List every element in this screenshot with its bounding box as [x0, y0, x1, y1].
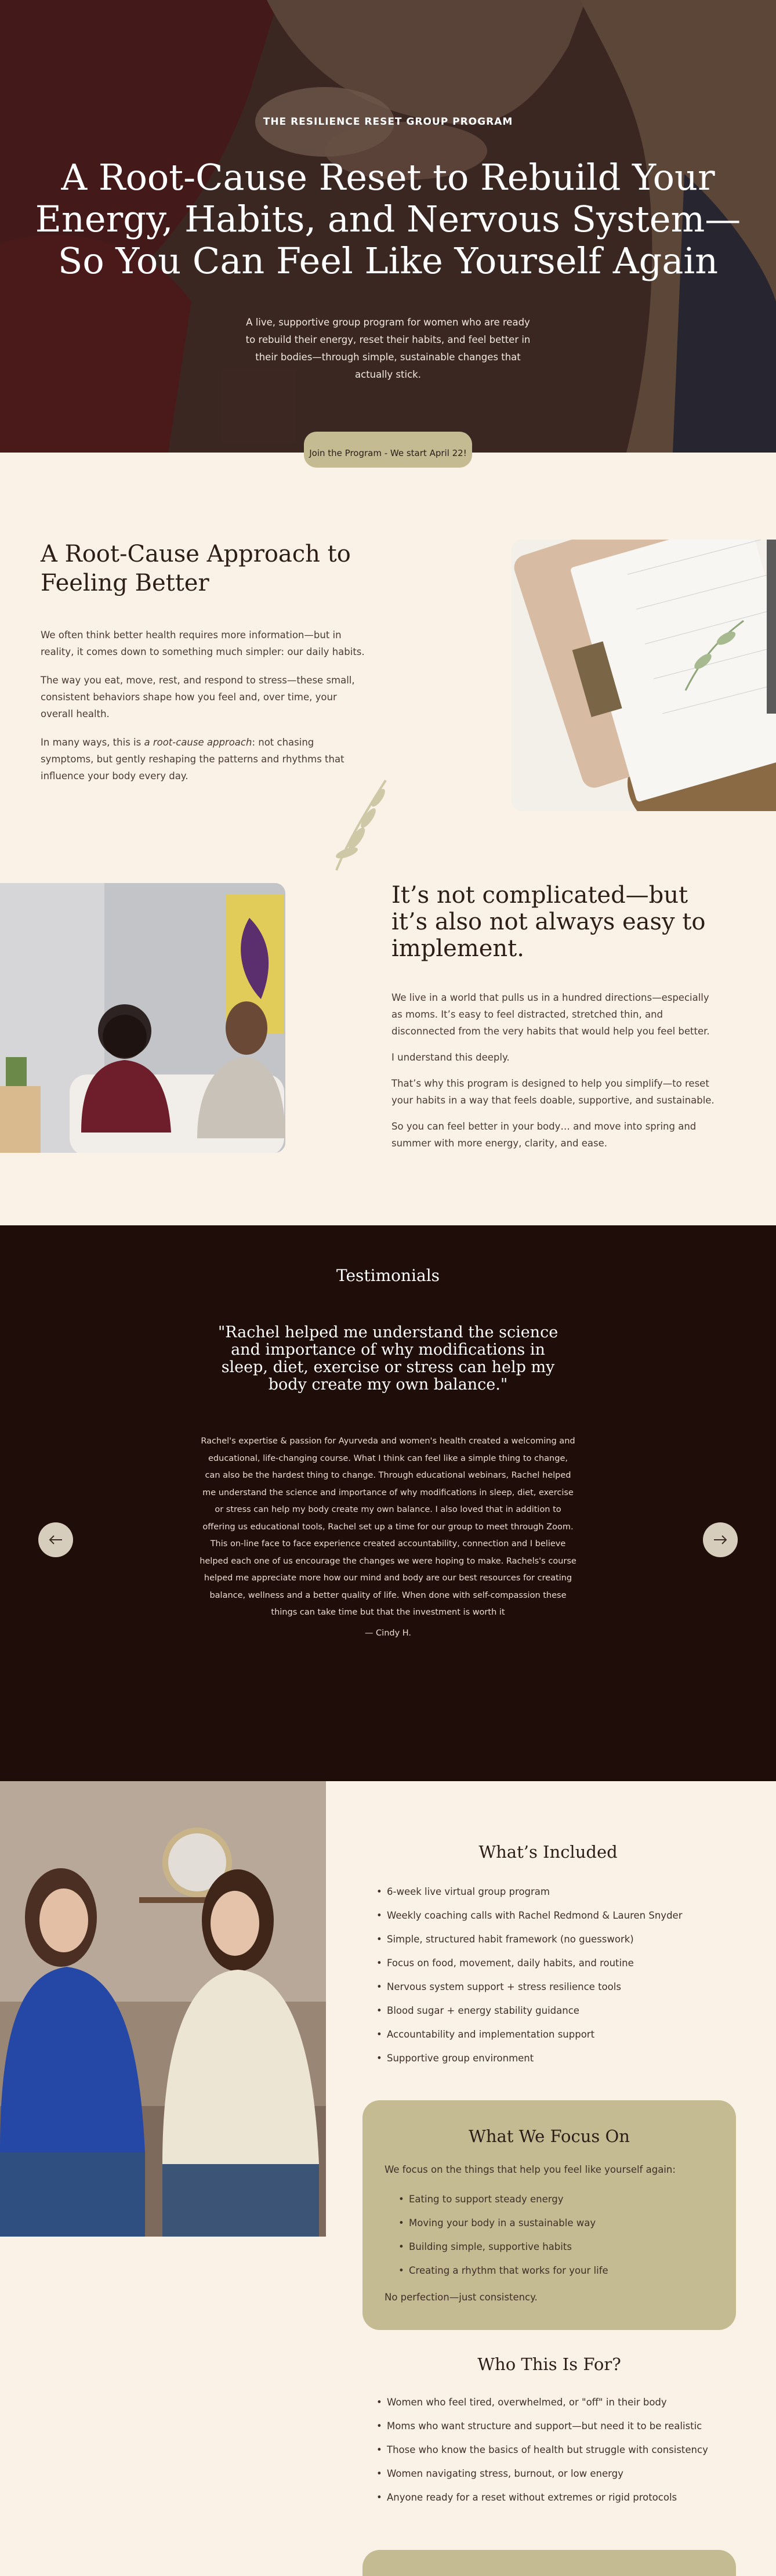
simple-paragraph: I understand this deeply.: [391, 1052, 510, 1063]
who-list: [374, 2390, 745, 2509]
list-item: • Moms who want structure and support—but need it to be realistic: [374, 2414, 745, 2438]
join-program-button[interactable]: Join the Program - We start April 22!: [304, 432, 472, 468]
hero-section: [0, 0, 776, 453]
leaf-decoration-icon: [325, 772, 394, 876]
approach-paragraph: In many ways, this is a root-cause approach: not chasing symptoms, but gently reshaping the patterns and rhythms that influence your body every day.: [41, 737, 345, 782]
list-item: • Eating to support steady energy: [396, 2187, 721, 2211]
testimonial-body: Rachel's expertise & passion for Ayurveda and women's health created a welcoming and educational, life-changing course. What I think can feel like a simple thing to change, can also be the hardest thing to change. Through educational webinars, Rachel helped me understand the science and importance of why modifications in sleep, diet, exercise or stress can help my body create my own balance. I also loved that in addition to offering us educational tools, Rachel set up a time for our group to meet through Zoom. This on-line face to face experience created accountability, connection and I believe helped each one of us encourage the changes we were hoping to make. Rachels's course helped me appreciate more how our mind and body are our best resources for creating balance, wellness and a better quality of life. When done with self-compassion these things can take time but that the investment is worth it: [200, 1437, 576, 1617]
focus-closing: No perfection—just consistency.: [385, 2292, 538, 2303]
list-item: • Anyone ready for a reset without extremes or rigid protocols: [374, 2485, 745, 2509]
coaching-session-image: [0, 883, 285, 1153]
simple-paragraph: So you can feel better in your body… and move into spring and summer with more energy, clarity, and ease.: [391, 1121, 697, 1149]
focus-intro: We focus on the things that help you feel like yourself again:: [385, 2164, 676, 2175]
approach-title: A Root-Cause Approach to Feeling Better: [41, 541, 351, 596]
list-item: • Moving your body in a sustainable way: [396, 2211, 721, 2235]
who-title: Who This Is For?: [477, 2354, 621, 2374]
list-item: • Women who feel tired, overwhelmed, or "off" in their body: [374, 2390, 745, 2414]
list-item: • Those who know the basics of health but struggle with consistency: [374, 2438, 745, 2462]
arrow-left-icon: [47, 1531, 64, 1549]
testimonials-section: [0, 1225, 776, 1781]
list-item: • Nervous system support + stress resilience tools: [374, 1975, 722, 1999]
list-item: • Focus on food, movement, daily habits, and routine: [374, 1951, 722, 1975]
focus-title: What We Focus On: [469, 2126, 630, 2146]
simple-paragraph: That’s why this program is designed to help you simplify—to reset your habits in a way that feels doable, supportive, and sustainable.: [391, 1078, 715, 1106]
included-title: What’s Included: [478, 1842, 618, 1862]
list-item: • Women navigating stress, burnout, or low energy: [374, 2462, 745, 2485]
list-item: • Creating a rhythm that works for your life: [396, 2259, 721, 2282]
list-item: • Blood sugar + energy stability guidance: [374, 1999, 722, 2023]
hero-title: A Root-Cause Reset to Rebuild Your Energy, Habits, and Nervous System—So You Can Feel Like Yourself Again: [35, 156, 741, 282]
testimonial-quote: "Rachel helped me understand the science and importance of why modifications in sleep, diet, exercise or stress can help my body create my own balance.": [217, 1323, 559, 1394]
simple-title: It’s not complicated—but it’s also not always easy to implement.: [391, 882, 706, 962]
list-item: • Supportive group environment: [374, 2046, 722, 2070]
focus-card: [362, 2100, 736, 2330]
coaches-photo: [0, 1781, 326, 2237]
approach-paragraph: We often think better health requires more information—but in reality, it comes down to something much simpler: our daily habits.: [41, 629, 365, 657]
testimonial-author: — Cindy H.: [364, 1629, 412, 1638]
simple-body: [391, 989, 716, 1161]
previous-testimonial-button[interactable]: [38, 1522, 73, 1557]
bottom-card: [362, 2550, 736, 2576]
list-item: • Simple, structured habit framework (no guesswork): [374, 1927, 722, 1951]
list-item: • 6-week live virtual group program: [374, 1880, 722, 1904]
included-list: [374, 1880, 722, 2070]
approach-paragraph: The way you eat, move, rest, and respond to stress—these small, consistent behaviors shape how you feel and, over time, your overall health.: [41, 675, 355, 719]
hero-content: [0, 116, 776, 383]
approach-body: [41, 627, 365, 796]
arrow-right-icon: [712, 1531, 729, 1549]
hero-subtitle: A live, supportive group program for women who are ready to rebuild their energy, reset their habits, and feel better in their bodies—through simple, sustainable changes that actually stick.: [245, 317, 531, 380]
list-item: • Weekly coaching calls with Rachel Redmond & Lauren Snyder: [374, 1904, 722, 1927]
hero-eyebrow: THE RESILIENCE RESET GROUP PROGRAM: [263, 116, 513, 128]
planner-image: [512, 540, 776, 811]
list-item: • Building simple, supportive habits: [396, 2235, 721, 2259]
list-item: • Accountability and implementation support: [374, 2023, 722, 2046]
next-testimonial-button[interactable]: [703, 1522, 738, 1557]
testimonials-title: Testimonials: [336, 1266, 440, 1285]
simple-paragraph: We live in a world that pulls us in a hundred directions—especially as moms. It’s easy to feel distracted, stretched thin, and disconnected from the very habits that would help you feel better.: [391, 992, 710, 1037]
focus-list: [396, 2187, 721, 2282]
